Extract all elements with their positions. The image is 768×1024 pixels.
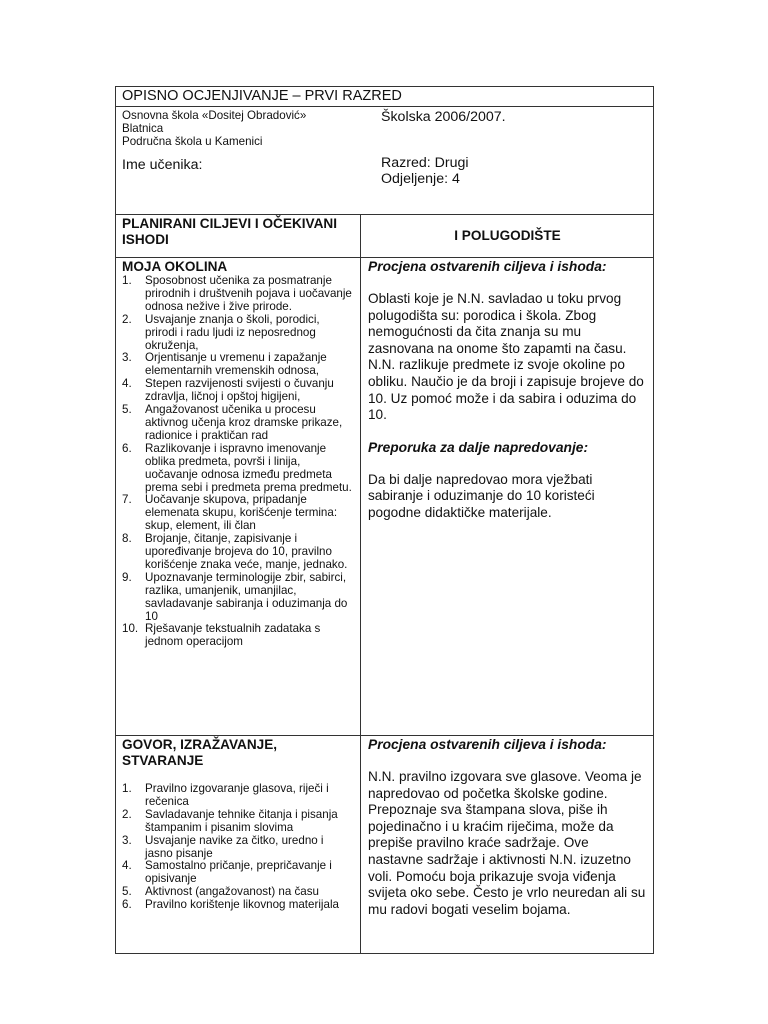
goal-item: 9. Upoznavanje terminologije zbir, sabirci, razlika, umanjenik, umanjilac, savladavanje sabiranja i oduzimanja do 10 (122, 570, 348, 623)
goal-item: 7. Uočavanje skupova, pripadanje elemenata skupu, korišćenje termina: skup, element, ili član (122, 493, 338, 533)
term-header: I POLUGODIŠTE (454, 228, 561, 243)
goal-item: 2. Usvajanje znanja o školi, porodici, prirodi i radu ljudi iz neposrednog okruženja, (122, 312, 320, 352)
goal-item: 3. Orjentisanje u vremenu i zapažanje elementarnih vremenskih odnosa, (122, 351, 327, 378)
assessment-text: Oblasti koje je N.N. savladao u toku prvog polugodišta su: porodica i škola. Zbog nemogućnosti da čita znanja su mu zasnovana na onome što zapamti na času. N.N. razlikuje predmete iz svoje okoline po obliku. Naučio je da broji i zapisuje brojeve do 10. Uz pomoć može i da sabira i oduzima do 10. (368, 291, 644, 423)
goal-item: 6. Pravilno korištenje likovnog materijala (122, 898, 339, 912)
goals-list (122, 783, 356, 912)
section-title: MOJA OKOLINA (122, 259, 228, 274)
school-branch: Područna škola u Kamenici (122, 135, 263, 148)
assessment-label: Procjena ostvarenih ciljeva i ishoda: (368, 737, 607, 752)
student-name-label: Ime učenika: (122, 157, 203, 173)
assessment-text: N.N. pravilno izgovara sve glasove. Veoma je napredovao od početka školske godine. Prepoznaje sva štampana slova, piše ih pojedinačno i u kraćim riječima, može da prepiše pravilno kraće sadržaje. Ove nastavne sadržaje i aktivnosti N.N. izuzetno voli. Pomoću boja prikazuje svoja viđenja svijeta oko sebe. Često je vrlo neuredan ali su mu radovi bogati veselim bojama. (368, 769, 646, 917)
goal-item: 6. Razlikovanje i ispravno imenovanje oblika predmeta, površi i linija, uočavanje odnosa između predmeta prema sebi i predmeta prema predmetu. (122, 441, 352, 494)
recommendation-text: Da bi dalje napredovao mora vježbati sabiranje i oduzimanje do 10 koristeći pogodne didaktičke materijale. (368, 471, 595, 520)
goal-item: 2. Savladavanje tehnike čitanja i pisanja štampanim i pisanim slovima (122, 807, 338, 834)
title-row (116, 87, 653, 107)
school-name: Osnovna škola «Dositej Obradović» (122, 109, 307, 122)
assessment-label: Procjena ostvarenih ciljeva i ishoda: (368, 259, 607, 274)
year-cell (378, 107, 653, 214)
goals-header: PLANIRANI CILJEVI I OČEKIVANI ISHODI (116, 215, 361, 257)
goal-item: 4. Samostalno pričanje, prepričavanje i opisivanje (122, 859, 332, 886)
goals-list (122, 275, 356, 649)
header-row (116, 215, 653, 258)
goal-item: 4. Stepen razvijenosti svijesti o čuvanju zdravlja, ličnoj i opštoj higijeni, (122, 377, 334, 404)
goal-item: 1. Pravilno izgovaranje glasova, riječi i rečenica (122, 782, 329, 808)
section-title: GOVOR, IZRAŽAVANJE, STVARANJE (122, 737, 278, 768)
goal-item: 5. Aktivnost (angažovanost) na času (122, 885, 320, 899)
goal-item: 1. Sposobnost učenika za posmatranje prirodnih i društvenih pojava i uočavanje odnosa nežive i žive prirode. (122, 274, 352, 313)
section-row-environment (116, 258, 653, 736)
goal-item: 3. Usvajanje navike za čitko, uredno i jasno pisanje (122, 833, 324, 860)
goal-item: 8. Brojanje, čitanje, zapisivanje i upoređivanje brojeva do 10, pravilno korišćenje znaka veće, manje, jednako. (122, 532, 348, 571)
assessment-cell (361, 736, 653, 953)
student-grade: Razred: Drugi (381, 155, 469, 171)
assessment-cell (361, 258, 653, 735)
school-year: Školska 2006/2007. (381, 109, 506, 125)
school-info-row (116, 107, 653, 215)
goal-item: 10. Rješavanje tekstualnih zadataka s jednom operacijom (122, 622, 321, 649)
evaluation-table (115, 86, 654, 954)
document-title: OPISNO OCJENJIVANJE – PRVI RAZRED (122, 88, 402, 104)
recommendation-label: Preporuka za dalje napredovanje: (368, 439, 589, 455)
goal-item: 5. Angažovanost učenika u procesu aktivnog učenja kroz dramske prikaze, radionice i praktičan rad (122, 403, 343, 442)
section-row-speech (116, 736, 653, 953)
student-section: Odjeljenje: 4 (381, 171, 460, 187)
school-cell (116, 107, 378, 214)
school-place: Blatnica (122, 122, 164, 135)
goals-cell (116, 736, 361, 953)
goals-cell (116, 258, 361, 735)
